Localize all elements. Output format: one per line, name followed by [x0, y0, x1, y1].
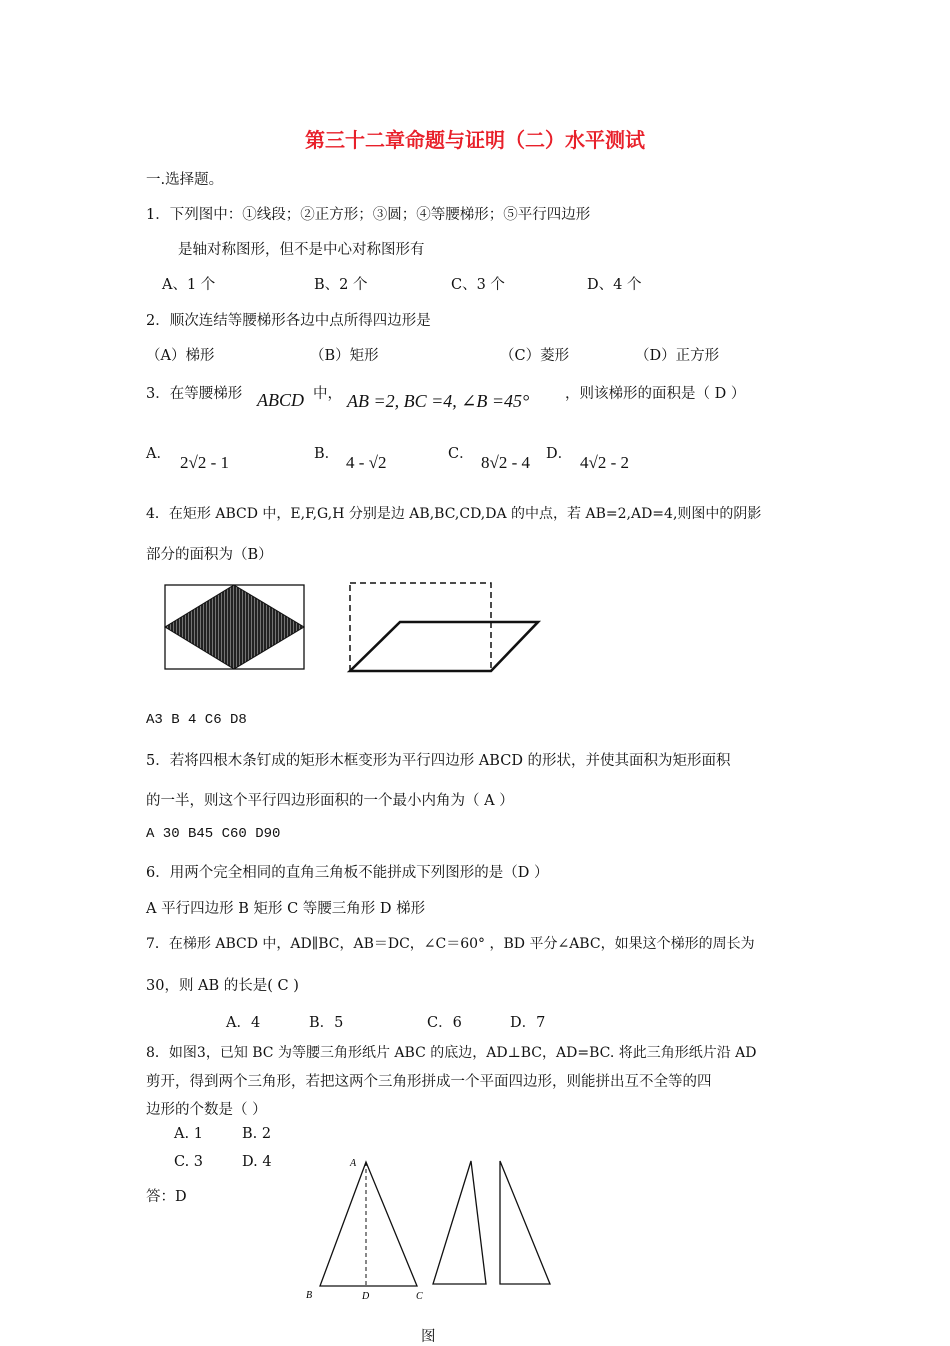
q8-option-d: D. 4 [242, 1154, 272, 1170]
q8-label-d: D [362, 1291, 370, 1302]
q3-shape: ABCD [257, 390, 304, 410]
q1-stem: 1．下列图中：①线段；②正方形；③圆；④等腰梯形；⑤平行四边形 [146, 207, 591, 223]
q3-answer-a: 2√2 - 1 [180, 453, 229, 472]
q8-stem-2: 剪开，得到两个三角形，若把这两个三角形拼成一个平面四边形，则能拼出互不全等的四 [146, 1074, 712, 1090]
q3-label-c: C． [448, 446, 474, 462]
q5-stem-2: 的一半，则这个平行四边形面积的一个最小内角为（ A ） [146, 793, 514, 809]
q7-option-d: D．7 [510, 1015, 546, 1031]
q3-answer-c: 8√2 - 4 [481, 453, 530, 472]
q3-label-a: A． [146, 446, 171, 462]
q8-option-b: B. 2 [242, 1126, 272, 1142]
q1-option-a: A、1 个 [162, 277, 216, 293]
q2-option-a: （A）梯形 [146, 348, 215, 364]
q5-options: A 30 B45 C60 D90 [146, 826, 281, 842]
q2-stem: 2．顺次连结等腰梯形各边中点所得四边形是 [146, 313, 431, 329]
q1-stem-2: 是轴对称图形，但不是中心对称图形有 [178, 242, 425, 258]
q8-label-b: B [306, 1290, 313, 1301]
q7-option-b: B．5 [309, 1015, 344, 1031]
q3-label-b: B． [314, 446, 340, 462]
q8-label-a: A [350, 1158, 357, 1169]
q4-options: A3 B 4 C6 D8 [146, 712, 247, 728]
q3-label-d: D． [546, 446, 573, 462]
q8-stem-3: 边形的个数是（ ） [146, 1102, 267, 1118]
q3-condition: AB =2, BC =4, ∠B =45° [347, 391, 530, 411]
q1-option-c: C、3 个 [451, 277, 505, 293]
q3-mid: 中， [313, 386, 342, 402]
figure-caption: 图 [421, 1329, 436, 1345]
q6-stem: 6．用两个完全相同的直角三角板不能拼成下列图形的是（D ） [146, 865, 549, 881]
q4-figure-shaded-rhombus [160, 580, 310, 675]
q3-answer-b: 4 - √2 [346, 453, 387, 472]
q6-options: A 平行四边形 B 矩形 C 等腰三角形 D 梯形 [146, 901, 426, 917]
q8-label-c: C [416, 1291, 423, 1302]
q8-triangle-figure [300, 1152, 560, 1304]
q7-stem-2: 30，则 AB 的长是( C ) [146, 978, 299, 994]
q7-option-c: C．6 [427, 1015, 462, 1031]
q2-option-b: （B）矩形 [310, 348, 379, 364]
q2-option-d: （D）正方形 [635, 348, 720, 364]
q4-stem: 4．在矩形 ABCD 中，E,F,G,H 分别是边 AB,BC,CD,DA 的中点，若 AB=2,AD=4,则图中的阴影 [146, 506, 762, 522]
q8-stem: 8．如图3，已知 BC 为等腰三角形纸片 ABC 的底边，AD⊥BC，AD=BC. 将此三角形纸片沿 AD [146, 1045, 757, 1061]
q8-option-c: C. 3 [174, 1154, 204, 1170]
q8-option-a: A. 1 [174, 1126, 203, 1142]
q3-prefix: 3．在等腰梯形 [146, 386, 243, 402]
q8-answer: 答：D [146, 1189, 187, 1205]
q3-suffix: ，则该梯形的面积是（ D ） [565, 386, 746, 402]
q5-stem: 5．若将四根木条钉成的矩形木框变形为平行四边形 ABCD 的形状，并使其面积为矩形面积 [146, 753, 731, 769]
q7-stem: 7．在梯形 ABCD 中，AD∥BC，AB＝DC，∠C＝60° ，BD 平分∠ABC，如果这个梯形的周长为 [146, 936, 755, 952]
q4-stem-2: 部分的面积为（B） [146, 547, 273, 563]
section-heading: 一.选择题。 [146, 172, 224, 188]
q1-option-b: B、2 个 [314, 277, 368, 293]
q7-option-a: A．4 [226, 1015, 261, 1031]
q2-option-c: （C）菱形 [500, 348, 570, 364]
q4-figure-parallelogram [345, 580, 545, 675]
q3-answer-d: 4√2 - 2 [580, 453, 629, 472]
page-title: 第三十二章命题与证明（二）水平测试 [305, 128, 645, 152]
q1-option-d: D、4 个 [587, 277, 642, 293]
